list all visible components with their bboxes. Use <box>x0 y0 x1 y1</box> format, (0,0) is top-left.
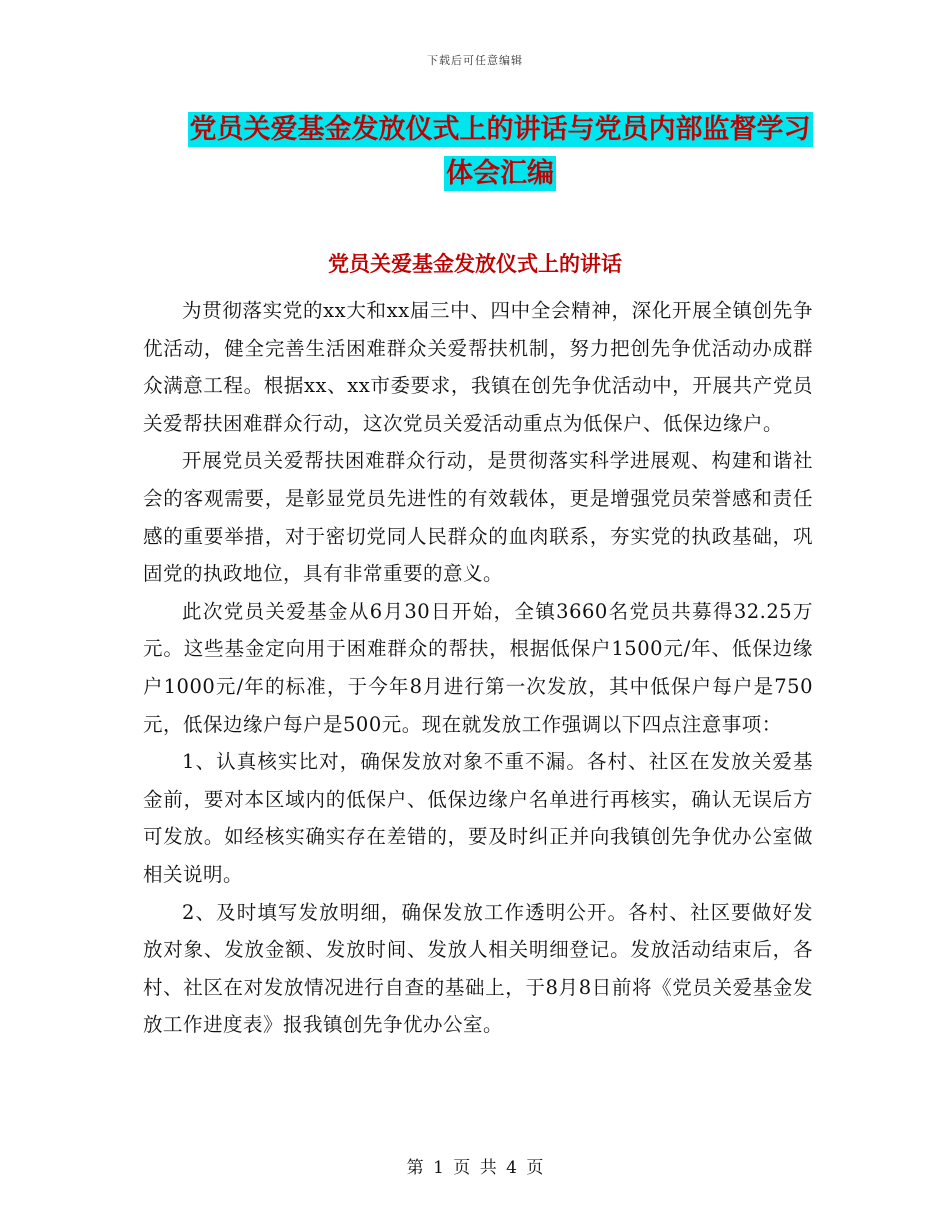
section-title: 党员关爱基金发放仪式上的讲话 <box>328 252 622 276</box>
paragraph: 为贯彻落实党的xx大和xx届三中、四中全会精神，深化开展全镇创先争优活动，健全完善生活困难群众关爱帮扶机制，努力把创先争优活动办成群众满意工程。根据xx、xx市委要求，我镇在创先争优活动中，开展共产党员关爱帮扶困难群众行动，这次党员关爱活动重点为低保户、低保边缘户。 <box>143 299 813 435</box>
document-body <box>143 292 813 1044</box>
document-title-line-2: 体会汇编 <box>446 158 554 189</box>
page-number-footer: 第 1 页 共 4 页 <box>406 1158 544 1178</box>
paragraph: 1、认真核实比对，确保发放对象不重不漏。各村、社区在发放关爱基金前，要对本区域内的低保户、低保边缘户名单进行再核实，确认无误后方可发放。如经核实确实存在差错的，要及时纠正并向我镇创先争优办公室做相关说明。 <box>143 750 813 886</box>
paragraph: 2、及时填写发放明细，确保发放工作透明公开。各村、社区要做好发放对象、发放金额、发放时间、发放人相关明细登记。发放活动结束后，各村、社区在对发放情况进行自查的基础上，于8月8日前将《党员关爱基金发放工作进度表》报我镇创先争优办公室。 <box>143 900 813 1037</box>
document-title <box>140 108 860 196</box>
header-note: 下载后可任意编辑 <box>427 54 523 67</box>
paragraph: 此次党员关爱基金从6月30日开始，全镇3660名党员共募得32.25万元。这些基金定向用于困难群众的帮扶，根据低保户1500元/年、低保边缘户1000元/年的标准，于今年8月进行第一次发放，其中低保户每户是750元，低保边缘户每户是500元。现在就发放工作强调以下四点注意事项： <box>143 599 813 736</box>
document-title-line-1: 党员关爱基金发放仪式上的讲话与党员内部监督学习 <box>189 114 811 145</box>
paragraph: 开展党员关爱帮扶困难群众行动，是贯彻落实科学进展观、构建和谐社会的客观需要，是彰显党员先进性的有效载体，更是增强党员荣誉感和责任感的重要举措，对于密切党同人民群众的血肉联系，夯实党的执政基础，巩固党的执政地位，具有非常重要的意义。 <box>143 449 813 586</box>
